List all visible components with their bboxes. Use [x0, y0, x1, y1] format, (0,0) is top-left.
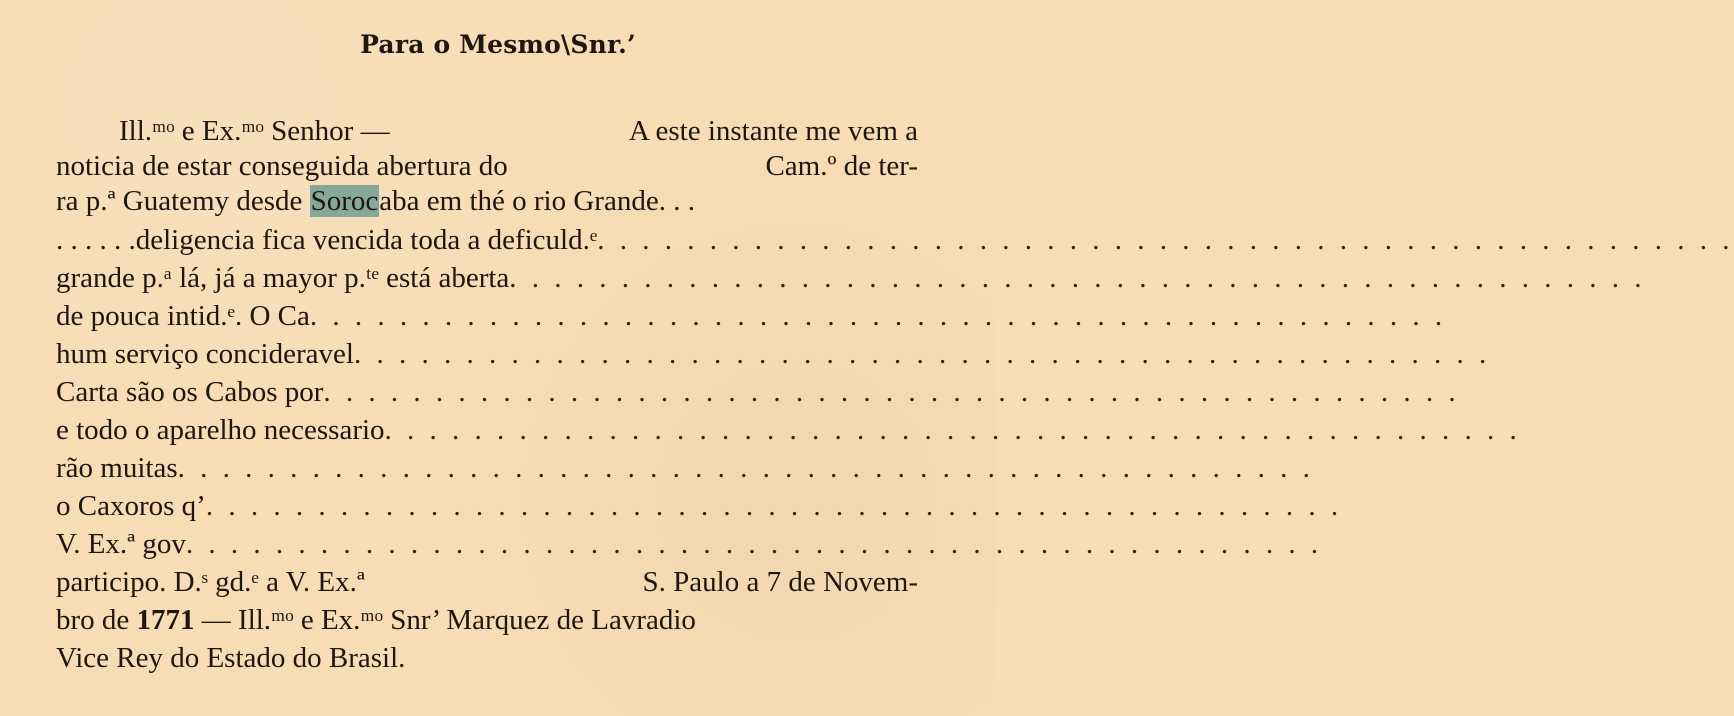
text-line-5-text: grande p.ᵃ lá, já a mayor p.ᵗᵉ está aberta [56, 262, 510, 294]
text-line-14 [56, 606, 918, 635]
dot-leader: . . . . . . . . . . . . . . . . . . . . . . . . . . . . . . . . . . . . . . . . . . . . . . . . . . . [205, 490, 1343, 522]
year-1771: 1771 [136, 604, 195, 636]
text-line-6-text: de pouca intid.ᵉ. O Ca [56, 300, 310, 332]
text-line-3-prefix: ra p.ª Guatemy desde [56, 185, 310, 217]
text-line-3-suffix: aba em thé o rio Grande. . . [379, 185, 695, 217]
text-line-1-right: A este instante me vem a [628, 115, 918, 147]
text-line-2-left: noticia de estar conseguida abertura do [56, 150, 508, 182]
text-line-7 [56, 338, 1491, 370]
text-line-13-left: participo. D.ˢ gd.ᵉ a V. Ex.ª [56, 566, 365, 598]
dot-leader: . . . . . . . . . . . . . . . . . . . . . . . . . . . . . . . . . . . . . . . . . . . . . . . . . . . [309, 300, 1447, 332]
text-line-7-text: hum serviço concideravel [56, 338, 354, 370]
text-line-2 [56, 152, 918, 181]
text-line-12-text: V. Ex.ª gov [56, 528, 186, 560]
dot-leader: . . . . . . . . . . . . . . . . . . . . . . . . . . . . . . . . . . . . . . . . . . . . . . . . . . . [509, 262, 1646, 294]
text-line-10-text: rão muitas [56, 452, 178, 484]
text-line-1-left: Ill.ᵐᵒ e Ex.ᵐᵒ Senhor — [119, 115, 390, 147]
text-line-13 [56, 568, 918, 597]
text-line-14-left: bro de [56, 604, 130, 636]
dot-leader: . . . . . . . . . . . . . . . . . . . . . . . . . . . . . . . . . . . . . . . . . . . . . . . . . . . [597, 224, 1734, 256]
text-line-12 [56, 528, 1323, 560]
dot-leader: . . . . . . . . . . . . . . . . . . . . . . . . . . . . . . . . . . . . . . . . . . . . . . . . . . . [323, 376, 1460, 408]
highlighted-word-fragment: Soroc [310, 185, 379, 217]
page-title: Para o Mesmo\Snr.’ [360, 30, 636, 59]
text-line-4 [56, 224, 1734, 256]
text-line-14-right: — Ill.ᵐᵒ e Ex.ᵐᵒ Snr’ Marquez de Lavradio [201, 604, 696, 636]
dot-leader: . . . . . . . . . . . . . . . . . . . . . . . . . . . . . . . . . . . . . . . . . . . . . . . . . . . [185, 528, 1323, 560]
text-line-11 [56, 490, 1343, 522]
text-line-5 [56, 262, 1646, 294]
text-line-15: Vice Rey do Estado do Brasil. [56, 642, 406, 674]
dot-leader: . . . . . . . . . . . . . . . . . . . . . . . . . . . . . . . . . . . . . . . . . . . . . . . . . . . [177, 452, 1314, 484]
text-line-9-text: e todo o aparelho necessario [56, 414, 385, 446]
text-line-8 [56, 376, 1460, 408]
dot-leader: . . . . . . . . . . . . . . . . . . . . . . . . . . . . . . . . . . . . . . . . . . . . . . . . . . . [384, 414, 1521, 446]
text-line-4-text: . . . . . .deligencia fica vencida toda a deficuld.ᵉ [56, 224, 598, 256]
text-line-1 [119, 117, 918, 146]
text-line-3 [56, 187, 918, 216]
text-line-13-right: S. Paulo a 7 de Novem- [642, 566, 918, 598]
dot-leader: . . . . . . . . . . . . . . . . . . . . . . . . . . . . . . . . . . . . . . . . . . . . . . . . . . . [353, 338, 1491, 370]
text-line-9 [56, 414, 1521, 446]
text-line-6 [56, 300, 1447, 332]
text-line-11-text: o Caxoros q’ [56, 490, 206, 522]
text-line-8-text: Carta são os Cabos por [56, 376, 324, 408]
text-line-10 [56, 452, 1314, 484]
text-line-2-right: Cam.º de ter- [765, 150, 918, 182]
